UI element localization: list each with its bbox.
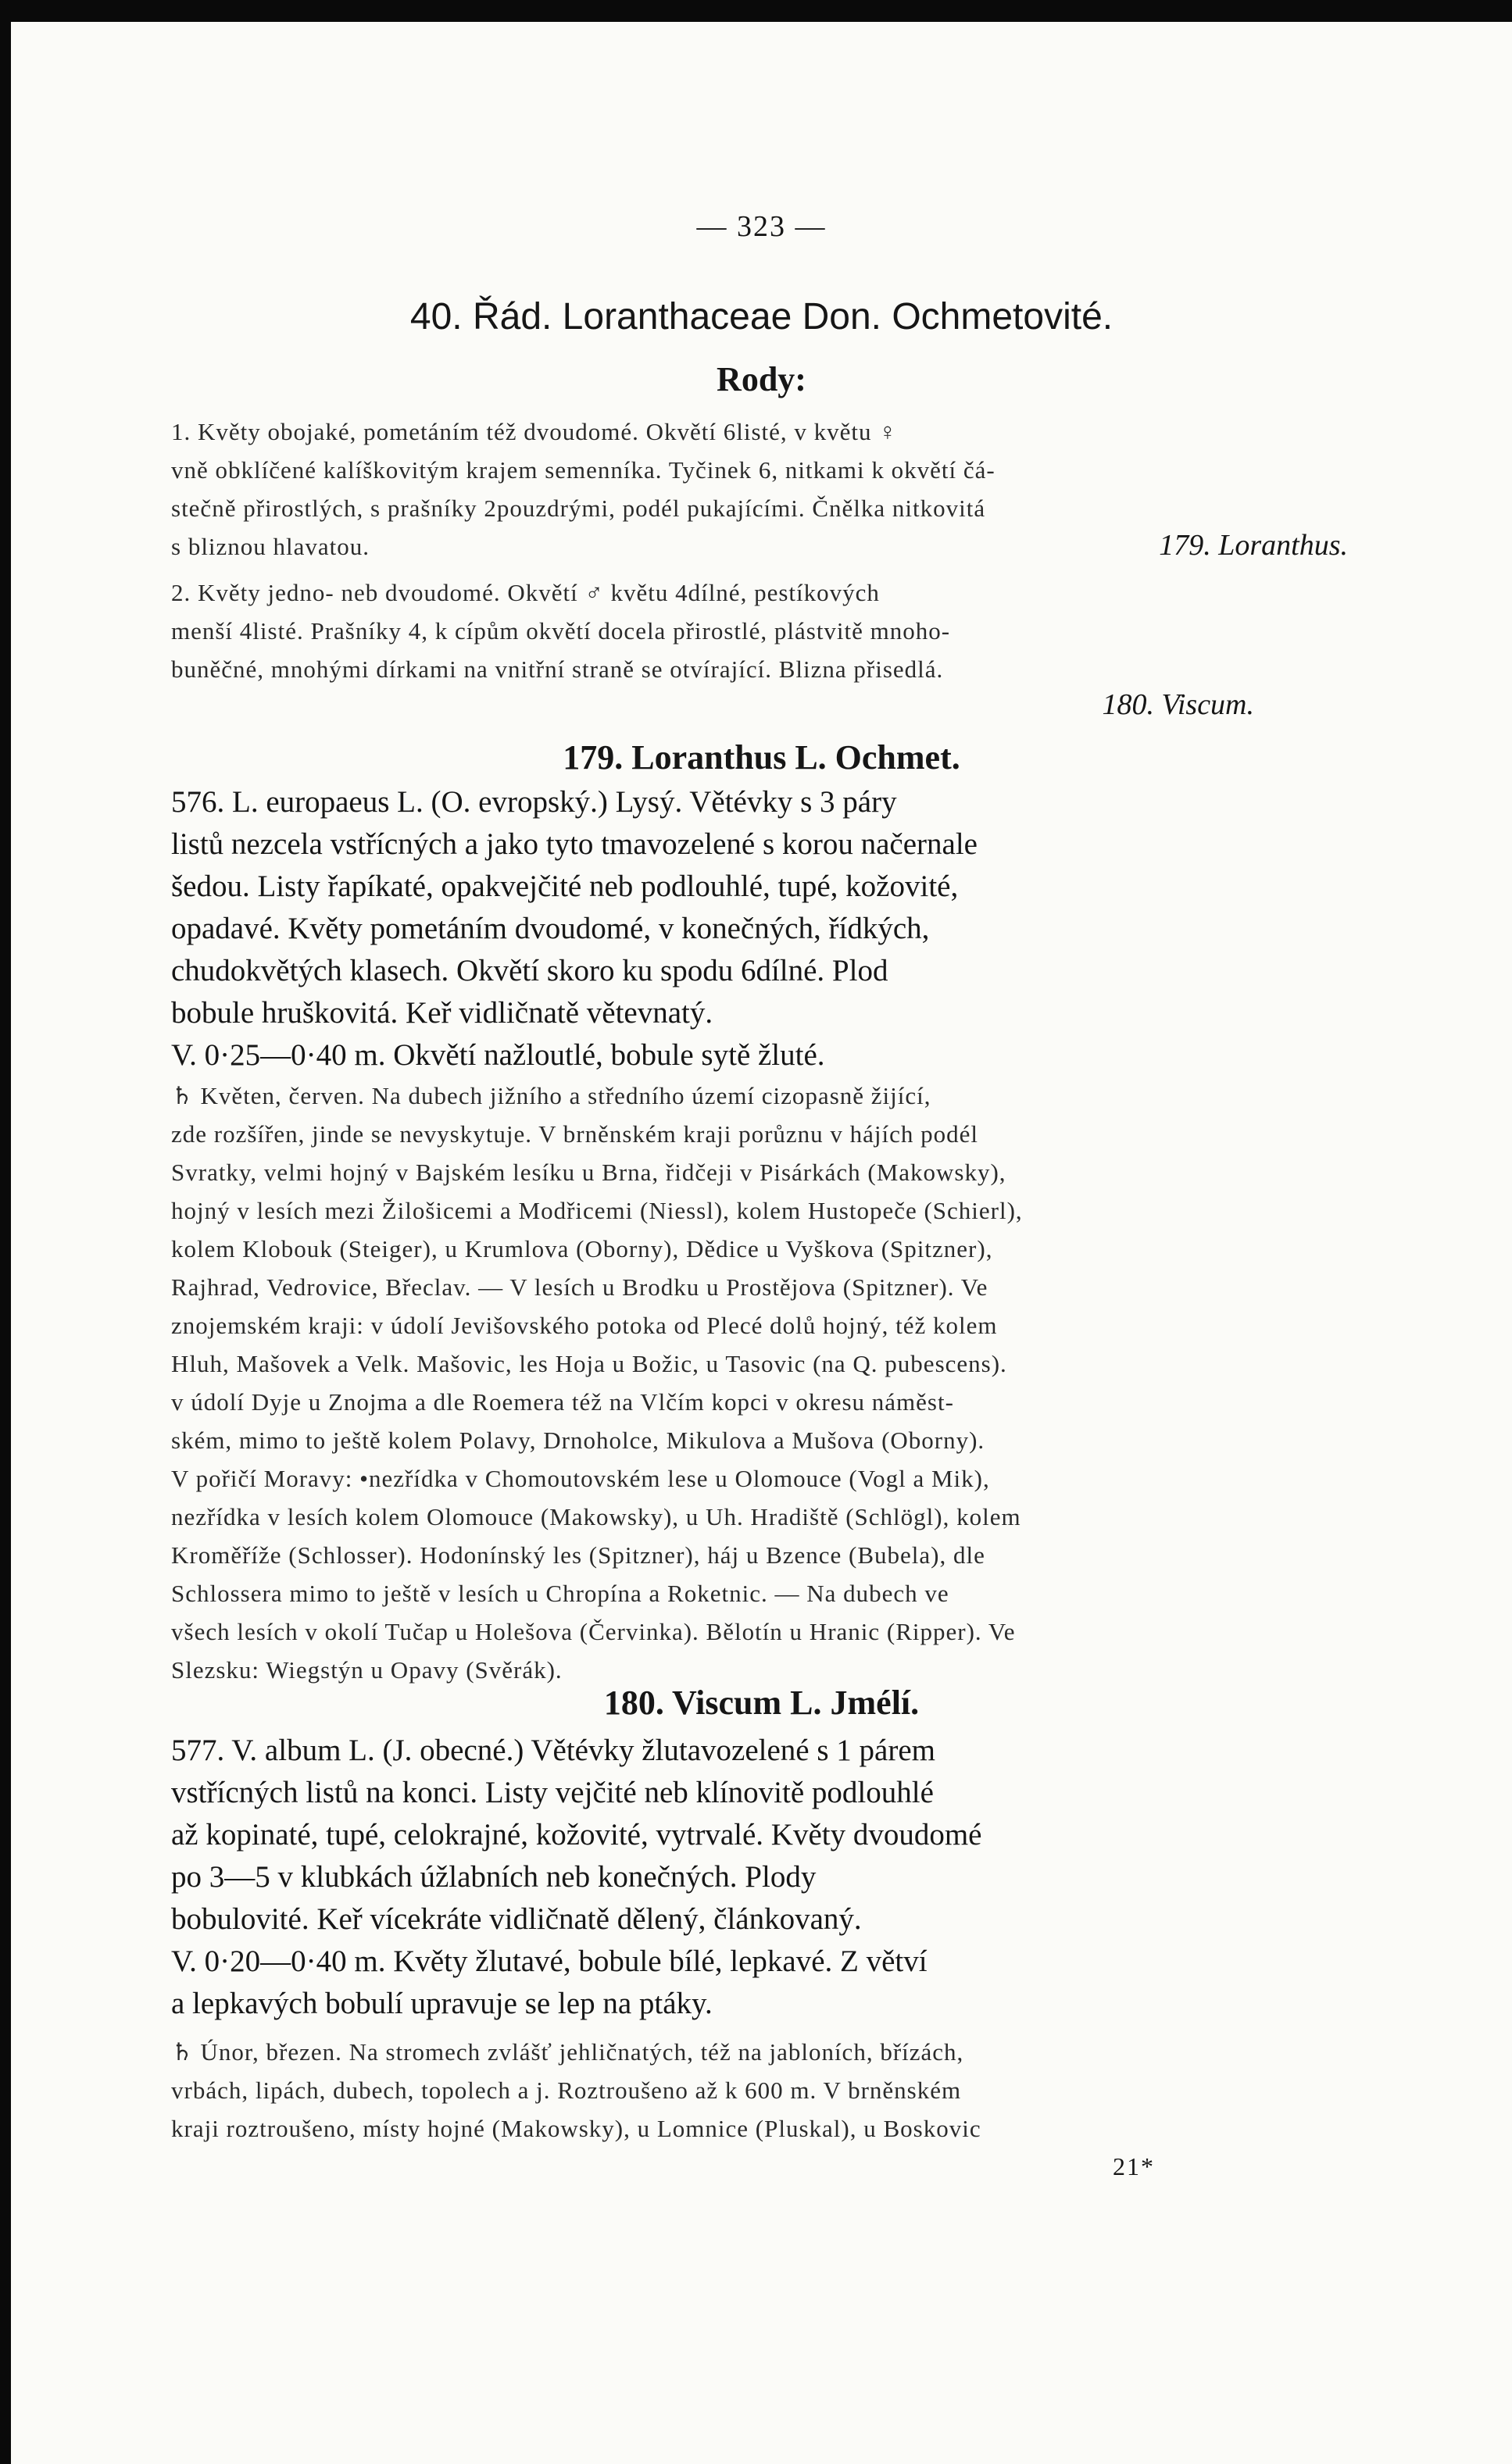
key-item-2 bbox=[171, 573, 1249, 688]
key-item-1 bbox=[171, 412, 1249, 566]
book-page bbox=[11, 0, 1512, 2464]
species-line: bobule hruškovitá. Keř vidličnatě větevnatý. bbox=[171, 996, 713, 1030]
distribution-line: V pořičí Moravy: •nezřídka v Chomoutovském lese u Olomouce (Vogl a Mik), bbox=[171, 1465, 990, 1492]
key-line: 2. Květy jedno- neb dvoudomé. Okvětí ♂ květu 4dílné, pestíkových bbox=[171, 579, 880, 606]
genera-heading: Rody: bbox=[717, 360, 806, 398]
distribution-line: všech lesích v okolí Tučap u Holešova (Červinka). Bělotín u Hranic (Ripper). Ve bbox=[171, 1618, 1016, 1645]
distribution-line: ♄ Únor, březen. Na stromech zvlášť jehličnatých, též na jabloních, břízách, bbox=[171, 2038, 964, 2066]
distribution-line: kolem Klobouk (Steiger), u Krumlova (Oborny), Dědice u Vyškova (Spitzner), bbox=[171, 1235, 993, 1262]
scan-top-edge bbox=[11, 0, 1512, 22]
order-title: 40. Řád. Loranthaceae Don. Ochmetovité. bbox=[409, 296, 1113, 337]
species-576-distribution bbox=[171, 1077, 1249, 1689]
species-line: vstřícných listů na konci. Listy vejčité neb klínovitě podlouhlé bbox=[171, 1776, 934, 1809]
species-line: šedou. Listy řapíkaté, opakvejčité neb podlouhlé, tupé, kožovité, bbox=[171, 870, 959, 903]
species-line: 577. V. album L. (J. obecné.) Větévky žlutavozelené s 1 párem bbox=[171, 1734, 935, 1767]
distribution-line: Kroměříže (Schlosser). Hodonínský les (Spitzner), háj u Bzence (Bubela), dle bbox=[171, 1541, 985, 1569]
distribution-line: kraji roztroušeno, místy hojné (Makowsky), u Lomnice (Pluskal), u Boskovic bbox=[171, 2115, 981, 2142]
species-line: po 3—5 v klubkách úžlabních neb konečných. Plody bbox=[171, 1860, 817, 1894]
species-577-distribution bbox=[171, 2033, 1249, 2148]
distribution-line: Svratky, velmi hojný v Bajském lesíku u Brna, řidčeji v Pisárkách (Makowsky), bbox=[171, 1159, 1006, 1186]
distribution-line: hojný v lesích mezi Žilošicemi a Modřicemi (Niessl), kolem Hustopeče (Schierl), bbox=[171, 1197, 1023, 1224]
distribution-line: zde rozšířen, jinde se nevyskytuje. V brněnském kraji porůznu v hájích podél bbox=[171, 1120, 979, 1148]
key-ref-viscum: 180. Viscum. bbox=[1102, 688, 1254, 721]
distribution-line: ♄ Květen, červen. Na dubech jižního a středního území cizopasně žijící, bbox=[171, 1082, 931, 1109]
key-line: vně obklíčené kalíškovitým krajem semenníka. Tyčinek 6, nitkami k okvětí čá- bbox=[171, 456, 995, 484]
distribution-line: znojemském kraji: v údolí Jevišovského potoka od Plecé dolů hojný, též kolem bbox=[171, 1312, 998, 1339]
distribution-line: vrbách, lipách, dubech, topolech a j. Roztroušeno až k 600 m. V brněnském bbox=[171, 2077, 962, 2104]
species-line: 576. L. europaeus L. (O. evropský.) Lysý. Větévky s 3 páry bbox=[171, 785, 897, 819]
distribution-line: nezřídka v lesích kolem Olomouce (Makowsky), u Uh. Hradiště (Schlögl), kolem bbox=[171, 1503, 1021, 1530]
key-line: menší 4listé. Prašníky 4, k cípům okvětí docela přirostlé, plástvitě mnoho- bbox=[171, 617, 951, 645]
genus-heading-viscum: 180. Viscum L. Jmélí. bbox=[603, 1684, 920, 1722]
distribution-line: Slezsku: Wiegstýn u Opavy (Svěrák). bbox=[171, 1656, 563, 1684]
distribution-line: Schlossera mimo to ještě v lesích u Chropína a Roketnic. — Na dubech ve bbox=[171, 1580, 949, 1607]
species-line: chudokvětých klasech. Okvětí skoro ku spodu 6dílné. Plod bbox=[171, 954, 888, 987]
key-line: buněčné, mnohými dírkami na vnitřní straně se otvírající. Blizna přisedlá. bbox=[171, 655, 944, 683]
species-line: a lepkavých bobulí upravuje se lep na ptáky. bbox=[171, 1987, 713, 2020]
species-line: V. 0·20—0·40 m. Květy žlutavé, bobule bílé, lepkavé. Z větví bbox=[171, 1944, 928, 1978]
species-line: V. 0·25—0·40 m. Okvětí nažloutlé, bobule sytě žluté. bbox=[171, 1038, 825, 1072]
species-line: listů nezcela vstřícných a jako tyto tmavozelené s korou načernale bbox=[171, 827, 978, 861]
page-number: — 323 — bbox=[696, 210, 827, 243]
key-line: s bliznou hlavatou. bbox=[171, 533, 370, 560]
key-line: 1. Květy obojaké, pometáním též dvoudomé. Okvětí 6listé, v květu ♀ bbox=[171, 418, 898, 445]
species-line: bobulovité. Keř vícekráte vidličnatě dělený, článkovaný. bbox=[171, 1902, 862, 1936]
key-line: stečně přirostlých, s prašníky 2pouzdrými, podél pukajícími. Čnělka nitkovitá bbox=[171, 495, 986, 522]
genus-heading-loranthus: 179. Loranthus L. Ochmet. bbox=[563, 738, 960, 777]
distribution-line: Rajhrad, Vedrovice, Břeclav. — V lesích u Brodku u Prostějova (Spitzner). Ve bbox=[171, 1273, 988, 1301]
distribution-line: v údolí Dyje u Znojma a dle Roemera též na Vlčím kopci v okresu náměst- bbox=[171, 1388, 954, 1416]
species-line: až kopinaté, tupé, celokrajné, kožovité, vytrvalé. Květy dvoudomé bbox=[171, 1818, 982, 1852]
species-line: opadavé. Květy pometáním dvoudomé, v konečných, řídkých, bbox=[171, 912, 930, 945]
distribution-line: ském, mimo to ještě kolem Polavy, Drnoholce, Mikulova a Mušova (Oborny). bbox=[171, 1427, 985, 1454]
printer-signature: 21* bbox=[1113, 2152, 1155, 2180]
distribution-line: Hluh, Mašovek a Velk. Mašovic, les Hoja u Božic, u Tasovic (na Q. pubescens). bbox=[171, 1350, 1007, 1377]
species-577-description bbox=[171, 1730, 1249, 2025]
species-576-description bbox=[171, 781, 1249, 1077]
key-ref-loranthus: 179. Loranthus. bbox=[1159, 529, 1348, 562]
